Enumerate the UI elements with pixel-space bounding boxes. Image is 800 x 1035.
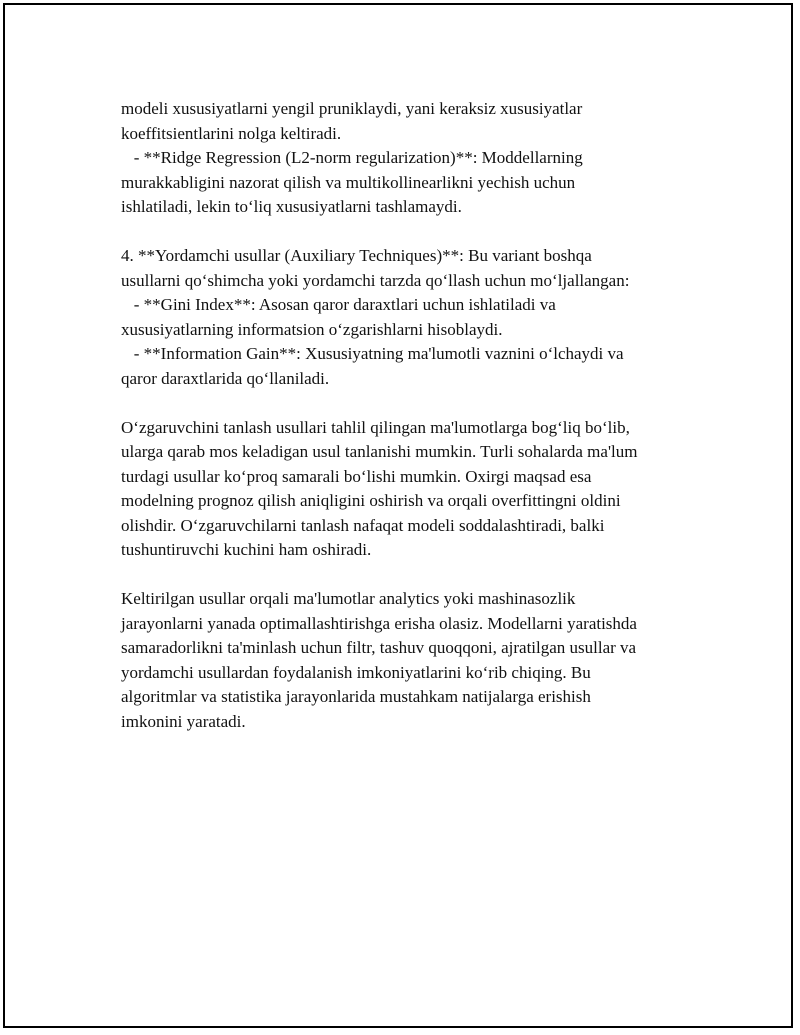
paragraph-spacer <box>121 391 701 416</box>
paragraph <box>121 97 701 220</box>
text-line: 4. **Yordamchi usullar (Auxiliary Techniques)**: Bu variant boshqa <box>121 246 592 265</box>
text-line: jarayonlarni yanada optimallashtirishga erisha olasiz. Modellarni yaratishda <box>121 613 637 633</box>
paragraph <box>121 244 701 391</box>
text-line: koeffitsientlarini nolga keltiradi. <box>121 123 342 143</box>
text-line: - **Information Gain**: Xususiyatning ma'lumotli vaznini o‘lchaydi va <box>121 344 624 363</box>
text-line: tushuntiruvchi kuchini ham oshiradi. <box>121 540 372 559</box>
text-line: turdagi usullar ko‘proq samarali bo‘lishi mumkin. Oxirgi maqsad esa <box>121 466 592 486</box>
text-line: qaror daraxtlarida qo‘llaniladi. <box>121 368 330 388</box>
text-line: - **Gini Index**: Asosan qaror daraxtlari uchun ishlatiladi va <box>121 295 556 314</box>
text-line: modelning prognoz qilish aniqligini oshirish va orqali overfittingni oldini <box>121 491 621 510</box>
text-line: algoritmlar va statistika jarayonlarida mustahkam natijalarga erishish <box>121 687 591 706</box>
paragraph <box>121 587 701 734</box>
text-line: modeli xususiyatlarni yengil pruniklaydi, yani keraksiz xususiyatlar <box>121 99 583 118</box>
text-line: yordamchi usullardan foydalanish imkoniyatlarini ko‘rib chiqing. Bu <box>121 662 591 682</box>
page-frame <box>3 3 793 1028</box>
paragraph <box>121 416 701 563</box>
paragraph-spacer <box>121 220 701 245</box>
text-line: usullarni qo‘shimcha yoki yordamchi tarzda qo‘llash uchun mo‘ljallangan: <box>121 270 630 290</box>
text-line: O‘zgaruvchini tanlash usullari tahlil qilingan ma'lumotlarga bog‘liq bo‘lib, <box>121 417 630 437</box>
text-line: murakkabligini nazorat qilish va multikollinearlikni yechish uchun <box>121 172 576 192</box>
text-line: ularga qarab mos keladigan usul tanlanishi mumkin. Turli sohalarda ma'lum <box>121 442 638 461</box>
paragraph-spacer <box>121 563 701 588</box>
text-line: samaradorlikni ta'minlash uchun filtr, tashuv quoqqoni, ajratilgan usullar va <box>121 638 637 657</box>
text-line: imkonini yaratadi. <box>121 711 246 731</box>
text-line: Keltirilgan usullar orqali ma'lumotlar analytics yoki mashinasozlik <box>121 589 576 608</box>
text-line: - **Ridge Regression (L2-norm regularization)**: Moddellarning <box>121 148 583 167</box>
text-line: xususiyatlarning informatsion o‘zgarishlarni hisoblaydi. <box>121 319 503 339</box>
text-line: olishdir. O‘zgaruvchilarni tanlash nafaqat modeli soddalashtiradi, balki <box>121 515 605 535</box>
document-body <box>121 97 701 734</box>
text-line: ishlatiladi, lekin to‘liq xususiyatlarni tashlamaydi. <box>121 197 462 216</box>
